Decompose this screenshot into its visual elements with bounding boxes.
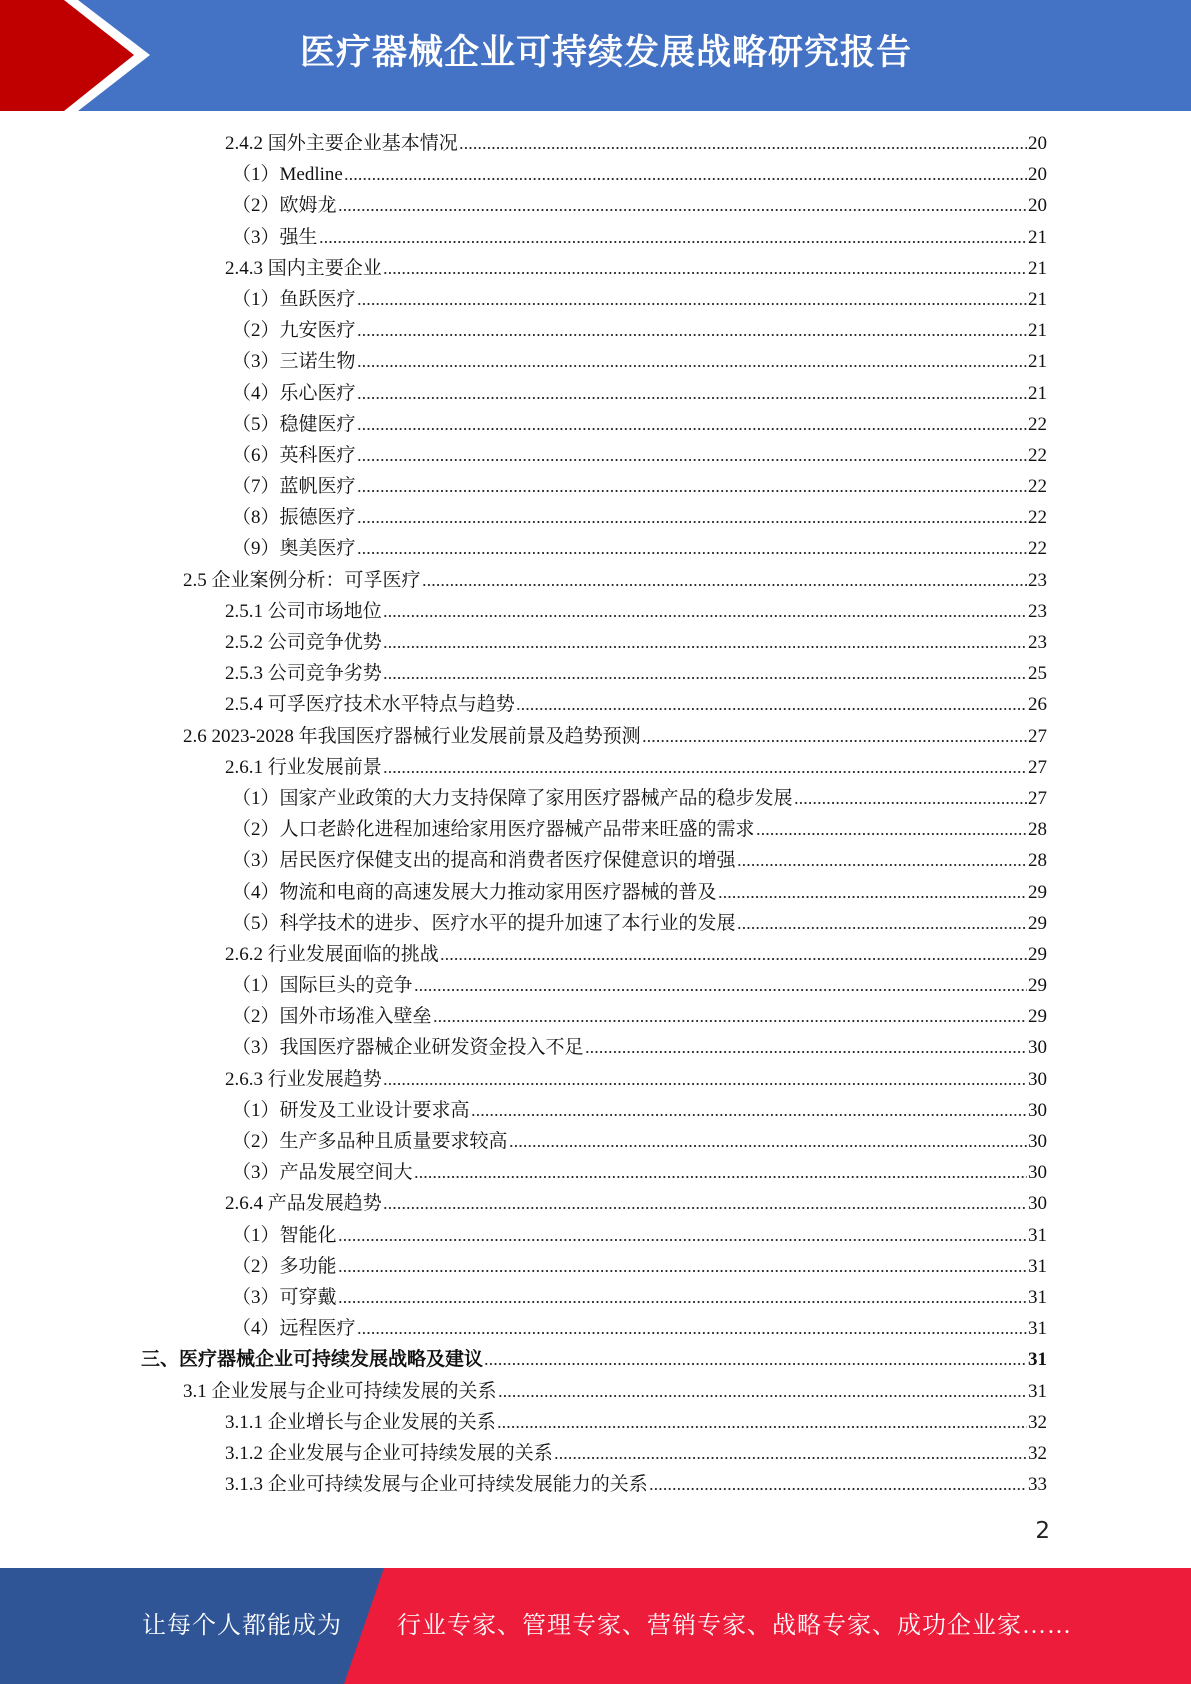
toc-entry-page-number: 30 [1028, 1099, 1047, 1121]
toc-entry[interactable] [0, 1157, 1191, 1188]
toc-entry[interactable] [0, 128, 1191, 159]
toc-dot-leader [357, 349, 1027, 369]
toc-entry[interactable] [0, 1313, 1191, 1344]
toc-entry[interactable] [0, 627, 1191, 658]
toc-entry-title: 2.6 2023-2028 年我国医疗器械行业发展前景及趋势预测 [183, 725, 641, 747]
toc-entry-page-number: 22 [1028, 507, 1047, 529]
toc-entry[interactable] [0, 502, 1191, 533]
toc-entry-page-number: 21 [1028, 257, 1047, 279]
toc-entry[interactable] [0, 253, 1191, 284]
toc-entry[interactable] [0, 970, 1191, 1001]
toc-entry-title: 3.1.1 企业增长与企业发展的关系 [225, 1411, 496, 1433]
toc-dot-leader [383, 1191, 1027, 1211]
toc-dot-leader [357, 412, 1027, 432]
toc-entry-page-number: 23 [1028, 569, 1047, 591]
toc-entry[interactable] [0, 1251, 1191, 1282]
toc-entry-page-number: 22 [1028, 413, 1047, 435]
toc-entry[interactable] [0, 1188, 1191, 1219]
toc-entry-title: （3）我国医疗器械企业研发资金投入不足 [232, 1037, 584, 1059]
toc-dot-leader [338, 1254, 1027, 1274]
toc-entry[interactable] [0, 596, 1191, 627]
toc-entry-title: 2.6.3 行业发展趋势 [225, 1068, 382, 1090]
toc-entry-page-number: 21 [1028, 382, 1047, 404]
footer-slogan-right: 行业专家、管理专家、营销专家、战略专家、成功企业家…… [397, 1613, 1072, 1639]
toc-dot-leader [338, 1285, 1027, 1305]
toc-entry-page-number: 33 [1028, 1474, 1047, 1496]
toc-entry-page-number: 27 [1028, 756, 1047, 778]
toc-entry-title: 3.1 企业发展与企业可持续发展的关系 [183, 1380, 497, 1402]
toc-entry[interactable] [0, 409, 1191, 440]
toc-entry-title: （2）国外市场准入壁垒 [232, 1006, 432, 1028]
toc-entry[interactable] [0, 783, 1191, 814]
toc-entry-title: 3.1.3 企业可持续发展与企业可持续发展能力的关系 [225, 1474, 648, 1496]
toc-entry-title: 2.6.1 行业发展前景 [225, 756, 382, 778]
toc-entry-title: 2.5.4 可孚医疗技术水平特点与趋势 [225, 694, 515, 716]
toc-entry[interactable] [0, 190, 1191, 221]
toc-entry-title: （1）鱼跃医疗 [232, 288, 356, 310]
toc-entry[interactable] [0, 533, 1191, 564]
toc-entry-page-number: 31 [1028, 1255, 1047, 1277]
toc-entry-page-number: 31 [1028, 1318, 1047, 1340]
toc-entry[interactable] [0, 752, 1191, 783]
toc-dot-leader [383, 256, 1027, 276]
toc-dot-leader [338, 193, 1027, 213]
toc-entry[interactable] [0, 440, 1191, 471]
toc-entry[interactable] [0, 689, 1191, 720]
toc-entry[interactable] [0, 1126, 1191, 1157]
toc-entry-page-number: 30 [1028, 1131, 1047, 1152]
toc-entry-title: （2）欧姆龙 [232, 195, 337, 217]
toc-entry-page-number: 28 [1028, 819, 1047, 841]
toc-entry-title: （2）生产多品种且质量要求较高 [232, 1131, 508, 1152]
toc-entry[interactable] [0, 658, 1191, 689]
toc-entry-title: 2.4.3 国内主要企业 [225, 257, 382, 279]
toc-dot-leader [649, 1472, 1027, 1492]
toc-entry-title: （4）远程医疗 [232, 1318, 356, 1340]
report-title: 医疗器械企业可持续发展战略研究报告 [300, 33, 913, 73]
toc-entry[interactable] [0, 471, 1191, 502]
toc-dot-leader [383, 630, 1027, 650]
toc-entry-title: （1）研发及工业设计要求高 [232, 1099, 470, 1121]
toc-entry-title: （4）物流和电商的高速发展大力推动家用医疗器械的普及 [232, 881, 717, 903]
toc-entry-page-number: 21 [1028, 351, 1047, 373]
toc-dot-leader [516, 692, 1027, 712]
toc-dot-leader [357, 505, 1027, 525]
toc-entry-page-number: 26 [1028, 694, 1047, 716]
toc-entry[interactable] [0, 1438, 1191, 1469]
toc-entry-title: 2.5.2 公司竞争优势 [225, 632, 382, 653]
toc-entry-title: 2.6.4 产品发展趋势 [225, 1193, 382, 1215]
toc-entry-title: （1）Medline [232, 164, 343, 186]
toc-dot-leader [357, 318, 1027, 338]
toc-entry-title: （2）九安医疗 [232, 320, 356, 342]
toc-dot-leader [357, 443, 1027, 463]
toc-entry-page-number: 30 [1028, 1068, 1047, 1090]
toc-entry-page-number: 28 [1028, 850, 1047, 872]
toc-dot-leader [422, 568, 1027, 588]
toc-dot-leader [357, 536, 1027, 556]
toc-entry[interactable] [0, 1282, 1191, 1313]
toc-dot-leader [414, 1160, 1027, 1180]
toc-entry[interactable] [0, 1095, 1191, 1126]
toc-dot-leader [383, 599, 1027, 619]
toc-entry-page-number: 29 [1028, 912, 1047, 934]
toc-entry[interactable] [0, 877, 1191, 908]
toc-entry[interactable] [0, 565, 1191, 596]
toc-entry[interactable] [0, 284, 1191, 315]
toc-dot-leader [585, 1035, 1027, 1055]
toc-dot-leader [642, 724, 1027, 744]
toc-entry-title: （8）振德医疗 [232, 507, 356, 529]
toc-dot-leader [498, 1379, 1027, 1399]
toc-entry-page-number: 22 [1028, 476, 1047, 498]
toc-entry[interactable] [0, 908, 1191, 939]
toc-entry-page-number: 20 [1028, 195, 1047, 217]
toc-dot-leader [344, 162, 1027, 182]
toc-entry-page-number: 23 [1028, 632, 1047, 653]
toc-entry-page-number: 22 [1028, 444, 1047, 466]
toc-entry-page-number: 29 [1028, 943, 1047, 965]
toc-entry[interactable] [0, 1469, 1191, 1500]
toc-entry[interactable] [0, 814, 1191, 845]
toc-dot-leader [737, 848, 1027, 868]
toc-dot-leader [497, 1410, 1027, 1430]
toc-entry[interactable] [0, 1032, 1191, 1063]
toc-entry-page-number: 32 [1028, 1411, 1047, 1433]
toc-entry-title: （1）智能化 [232, 1224, 337, 1246]
toc-entry[interactable] [0, 378, 1191, 409]
toc-dot-leader [756, 817, 1027, 837]
toc-entry[interactable] [0, 1001, 1191, 1032]
toc-entry-title: （7）蓝帆医疗 [232, 476, 356, 498]
toc-entry-page-number: 22 [1028, 538, 1047, 560]
toc-entry-title: 2.6.2 行业发展面临的挑战 [225, 943, 439, 965]
toc-dot-leader [440, 942, 1027, 962]
toc-entry[interactable] [0, 845, 1191, 876]
toc-dot-leader [357, 1316, 1027, 1336]
toc-entry[interactable] [0, 1344, 1191, 1375]
toc-entry-page-number: 32 [1028, 1442, 1047, 1464]
toc-entry-page-number: 30 [1028, 1162, 1047, 1184]
toc-entry-page-number: 29 [1028, 881, 1047, 903]
toc-entry-title: 三、医疗器械企业可持续发展战略及建议 [141, 1349, 484, 1371]
toc-entry[interactable] [0, 346, 1191, 377]
toc-dot-leader [357, 381, 1027, 401]
toc-dot-leader [383, 661, 1027, 681]
toc-entry-page-number: 31 [1028, 1380, 1047, 1402]
toc-entry-title: 2.5 企业案例分析：可孚医疗 [183, 569, 421, 591]
toc-entry-page-number: 27 [1028, 725, 1047, 747]
toc-dot-leader [794, 786, 1027, 806]
page-header [0, 0, 1191, 111]
toc-entry[interactable] [0, 222, 1191, 253]
toc-entry-title: （3）三诺生物 [232, 351, 356, 373]
toc-dot-leader [383, 1067, 1027, 1087]
toc-entry-title: （2）人口老龄化进程加速给家用医疗器械产品带来旺盛的需求 [232, 819, 755, 841]
toc-entry[interactable] [0, 159, 1191, 190]
toc-entry[interactable] [0, 939, 1191, 970]
toc-entry-page-number: 21 [1028, 226, 1047, 248]
toc-entry-title: （1）国际巨头的竞争 [232, 975, 413, 997]
toc-entry[interactable] [0, 1376, 1191, 1407]
toc-dot-leader [718, 880, 1027, 900]
toc-dot-leader [357, 474, 1027, 494]
toc-dot-leader [471, 1098, 1027, 1118]
table-of-contents [0, 128, 1191, 1500]
toc-entry-page-number: 29 [1028, 975, 1047, 997]
toc-entry-page-number: 29 [1028, 1006, 1047, 1028]
toc-entry-page-number: 30 [1028, 1193, 1047, 1215]
header-arrow-decoration [0, 0, 160, 111]
toc-entry-page-number: 20 [1028, 164, 1047, 186]
toc-dot-leader [459, 131, 1027, 151]
toc-dot-leader [484, 1347, 1027, 1367]
page-number: 2 [1035, 1518, 1050, 1544]
toc-entry-title: （5）稳健医疗 [232, 413, 356, 435]
toc-entry-title: （3）强生 [232, 226, 318, 248]
toc-entry-title: （6）英科医疗 [232, 444, 356, 466]
toc-entry-page-number: 25 [1028, 663, 1047, 685]
toc-dot-leader [737, 911, 1027, 931]
toc-entry-page-number: 31 [1028, 1349, 1047, 1371]
toc-entry-page-number: 31 [1028, 1286, 1047, 1308]
toc-dot-leader [433, 1004, 1027, 1024]
footer-slogan-left: 让每个人都能成为 [142, 1613, 342, 1639]
toc-entry-page-number: 21 [1028, 288, 1047, 310]
toc-entry-title: （4）乐心医疗 [232, 382, 356, 404]
toc-entry-page-number: 21 [1028, 320, 1047, 342]
toc-dot-leader [357, 287, 1027, 307]
toc-entry-title: （2）多功能 [232, 1255, 337, 1277]
toc-entry-title: （3）可穿戴 [232, 1286, 337, 1308]
toc-entry-title: （3）产品发展空间大 [232, 1162, 413, 1184]
toc-dot-leader [319, 225, 1027, 245]
toc-entry-page-number: 31 [1028, 1224, 1047, 1246]
toc-entry[interactable] [0, 1407, 1191, 1438]
toc-dot-leader [509, 1129, 1027, 1149]
toc-entry[interactable] [0, 721, 1191, 752]
toc-entry-title: 2.5.3 公司竞争劣势 [225, 663, 382, 685]
toc-dot-leader [554, 1441, 1027, 1461]
toc-entry-page-number: 30 [1028, 1037, 1047, 1059]
toc-entry[interactable] [0, 1220, 1191, 1251]
toc-entry-page-number: 27 [1028, 787, 1047, 809]
toc-dot-leader [383, 755, 1027, 775]
toc-dot-leader [414, 973, 1027, 993]
page-footer [0, 1568, 1191, 1684]
toc-entry-title: 2.4.2 国外主要企业基本情况 [225, 133, 458, 154]
toc-entry-title: 3.1.2 企业发展与企业可持续发展的关系 [225, 1442, 553, 1464]
toc-entry-title: （9）奥美医疗 [232, 538, 356, 560]
toc-entry-title: （5）科学技术的进步、医疗水平的提升加速了本行业的发展 [232, 912, 736, 934]
toc-entry-title: 2.5.1 公司市场地位 [225, 600, 382, 622]
toc-entry[interactable] [0, 315, 1191, 346]
toc-entry-title: （3）居民医疗保健支出的提高和消费者医疗保健意识的增强 [232, 850, 736, 872]
toc-entry[interactable] [0, 1064, 1191, 1095]
toc-entry-title: （1）国家产业政策的大力支持保障了家用医疗器械产品的稳步发展 [232, 787, 793, 809]
toc-dot-leader [338, 1223, 1027, 1243]
toc-entry-page-number: 23 [1028, 600, 1047, 622]
toc-entry-page-number: 20 [1028, 133, 1047, 154]
